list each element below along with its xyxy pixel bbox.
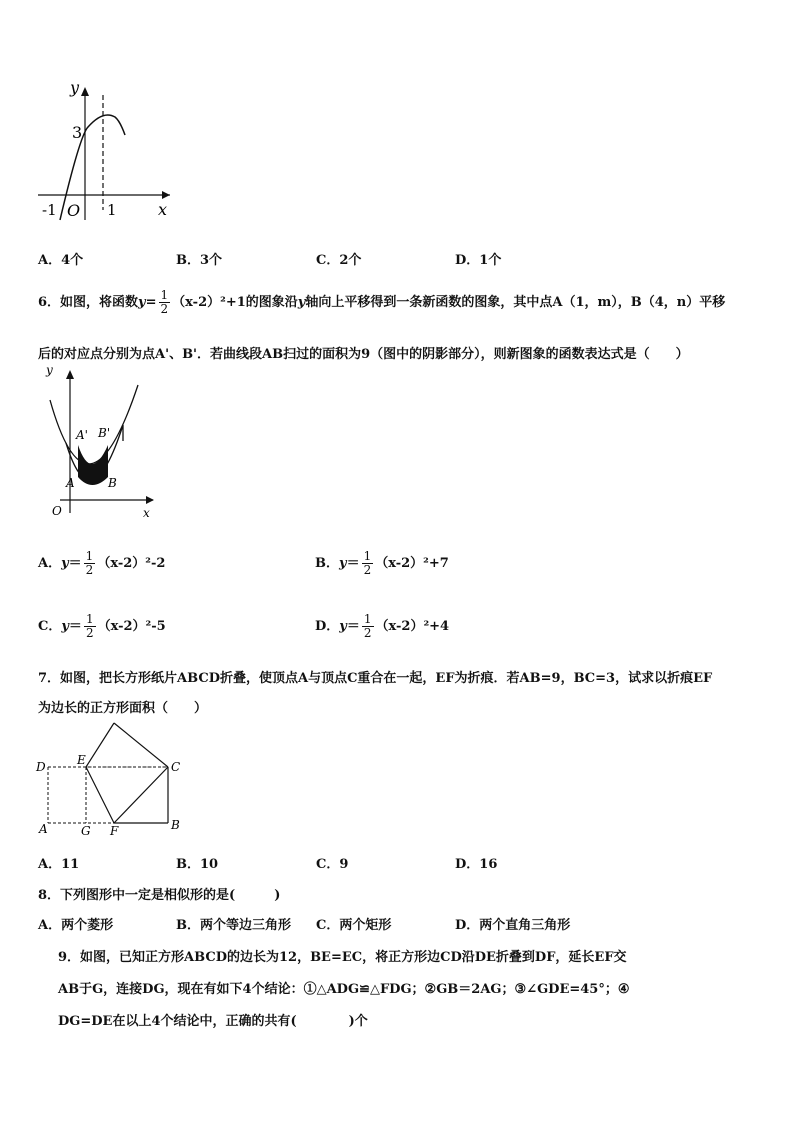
q7-option-d[interactable]: D．16 bbox=[455, 857, 498, 872]
point-a-label: A bbox=[66, 476, 75, 490]
label-e: E bbox=[77, 753, 86, 767]
q7-folded-rectangle-figure bbox=[34, 718, 194, 838]
q5-option-a[interactable]: A．4个 bbox=[38, 253, 84, 268]
label-f: F bbox=[110, 824, 119, 838]
q6-line-2: 后的对应点分别为点A'、B'．若曲线段AB扫过的面积为9（图中的阴影部分），则新图象的函数表达式是（ ） bbox=[38, 347, 689, 362]
folded-edge-2 bbox=[114, 723, 168, 767]
q6-origin-label: O bbox=[52, 504, 62, 518]
q5-option-b[interactable]: B．3个 bbox=[176, 253, 223, 268]
origin-label: O bbox=[67, 201, 81, 220]
q8-question: 8．下列图形中一定是相似形的是( ) bbox=[38, 888, 281, 903]
q7-option-b[interactable]: B．10 bbox=[176, 857, 219, 872]
fold-line-ef bbox=[86, 767, 114, 823]
q6-option-c[interactable]: C．y＝ $\frac{1}{2}$ （x-2）²-5 bbox=[38, 612, 166, 640]
point-b-label: B bbox=[108, 476, 117, 490]
label-d: D bbox=[36, 760, 46, 774]
q6-points: A（1，m），B（4，n）平移 bbox=[552, 295, 726, 310]
q5-option-c[interactable]: C．2个 bbox=[316, 253, 362, 268]
q8-option-b[interactable]: B．两个等边三角形 bbox=[176, 918, 291, 933]
x-axis-label: x bbox=[158, 200, 168, 219]
q6-text-after2: 轴向上平移得到一条新函数的图象，其中点 bbox=[305, 295, 553, 310]
q6-y-axis: y bbox=[297, 295, 306, 310]
folded-edge-1 bbox=[86, 723, 114, 767]
q6-parabola-graph bbox=[38, 365, 163, 525]
y-axis-arrow bbox=[81, 87, 89, 96]
q6-option-d[interactable]: D．y＝ $\frac{1}{2}$ （x-2）²+4 bbox=[315, 612, 450, 640]
y-axis-arrow bbox=[66, 370, 74, 379]
x-axis-arrow bbox=[162, 191, 170, 199]
q7-option-a[interactable]: A．11 bbox=[38, 857, 80, 872]
q6-option-a[interactable]: A．y＝ $\frac{1}{2}$ （x-2）²-2 bbox=[38, 549, 166, 577]
q7-option-c[interactable]: C．9 bbox=[316, 857, 349, 872]
q6-x-label: x bbox=[143, 506, 150, 520]
label-g: G bbox=[81, 824, 91, 838]
q6-func-rest: （x-2）²+1 bbox=[172, 295, 246, 310]
label-a: A bbox=[39, 822, 48, 836]
q9-line-1: 9．如图，已知正方形ABCD的边长为12，BE=EC，将正方形边CD沿DE折叠到DF，延长EF交 bbox=[58, 950, 627, 965]
shaded-region bbox=[78, 445, 108, 485]
q6-fraction: $\frac{1}{2}$ bbox=[160, 288, 169, 316]
q8-option-c[interactable]: C．两个矩形 bbox=[316, 918, 392, 933]
label-3: 3 bbox=[72, 123, 83, 142]
point-b-prime-label: B' bbox=[98, 426, 111, 440]
q7-line-1: 7．如图，把长方形纸片ABCD折叠，使顶点A与顶点C重合在一起，EF为折痕．若AB=9，BC=3，试求以折痕EF bbox=[38, 671, 713, 686]
parabola-graph-1 bbox=[30, 75, 180, 225]
q5-option-d[interactable]: D．1个 bbox=[455, 253, 502, 268]
point-a-prime-label: A' bbox=[76, 428, 88, 442]
label-b: B bbox=[171, 818, 180, 832]
label-c: C bbox=[171, 760, 181, 774]
q6-text-after: 的图象沿 bbox=[245, 295, 298, 310]
upper-parabola bbox=[50, 385, 138, 464]
q8-option-a[interactable]: A．两个菱形 bbox=[38, 918, 114, 933]
q6-number: 6．如图，将函数 bbox=[38, 295, 139, 310]
q6-line-1 bbox=[38, 289, 725, 316]
label-1: 1 bbox=[107, 201, 117, 219]
edge-fc bbox=[114, 767, 168, 823]
q9-line-3: DG=DE在以上4个结论中，正确的共有( )个 bbox=[58, 1014, 368, 1029]
q6-eq: = bbox=[145, 295, 157, 310]
q8-option-d[interactable]: D．两个直角三角形 bbox=[455, 918, 571, 933]
q7-line-2: 为边长的正方形面积（ ） bbox=[38, 701, 208, 716]
q6-func-y: y bbox=[138, 295, 146, 310]
q9-line-2: AB于G，连接DG，现在有如下4个结论：①△ADG≌△FDG；②GB＝2AG；③∠GDE=45°；④ bbox=[58, 982, 630, 997]
x-axis-arrow bbox=[146, 496, 154, 504]
q6-y-label: y bbox=[46, 365, 53, 377]
q6-option-b[interactable]: B．y＝ $\frac{1}{2}$ （x-2）²+7 bbox=[315, 549, 449, 577]
label-neg-one: -1 bbox=[42, 201, 57, 219]
y-axis-label: y bbox=[70, 78, 80, 97]
